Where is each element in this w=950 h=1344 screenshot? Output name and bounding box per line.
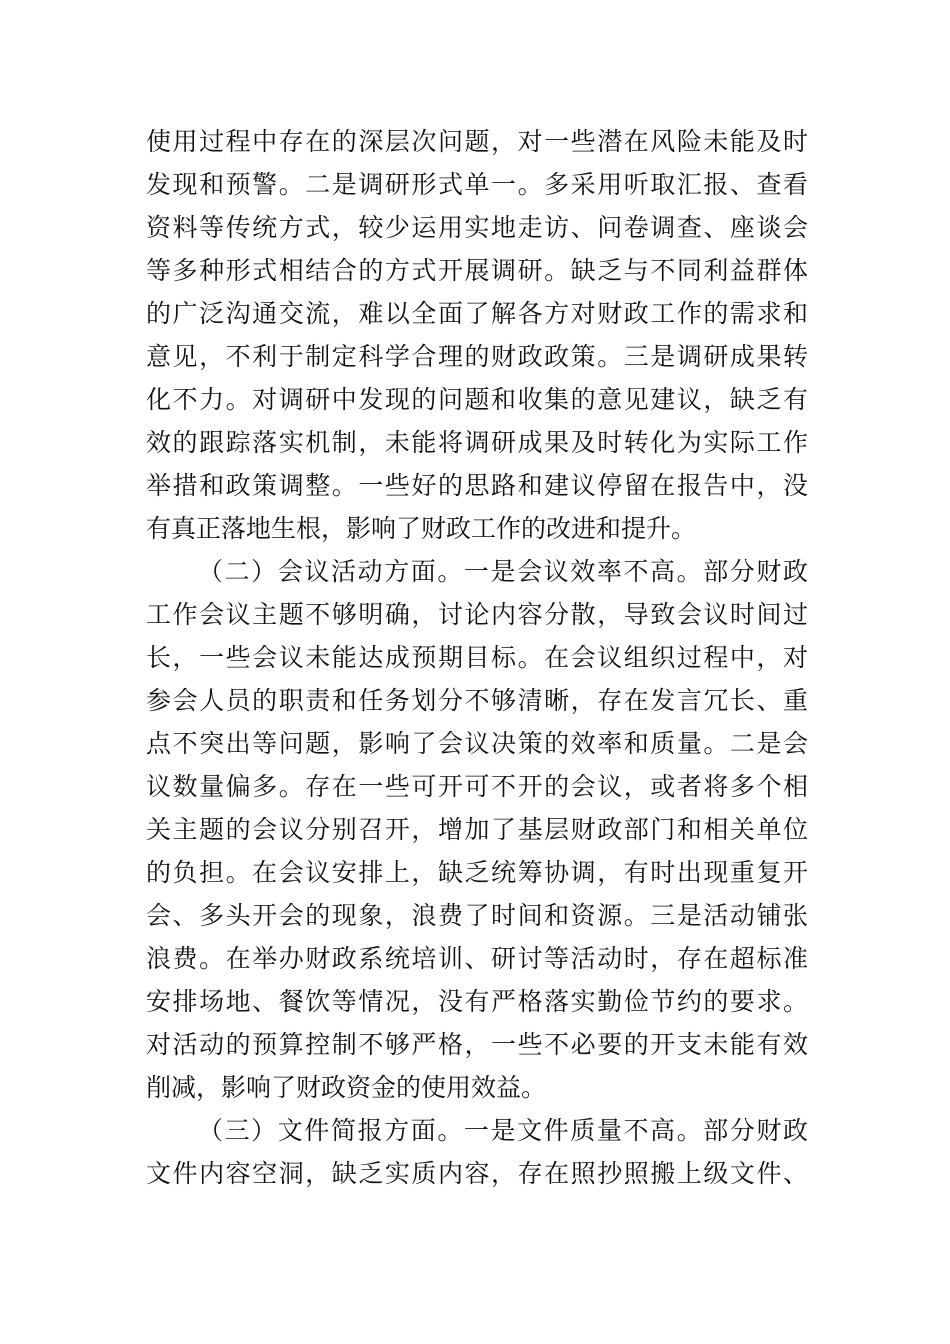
text-line: 关主题的会议分别召开，增加了基层财政部门和相关单位	[146, 815, 808, 844]
text-line: 文件内容空洞，缺乏实质内容，存在照抄照搬上级文件、	[146, 1159, 808, 1188]
text-line: 意见，不利于制定科学合理的财政政策。三是调研成果转	[146, 342, 808, 371]
text-line: 工作会议主题不够明确，讨论内容分散，导致会议时间过	[146, 600, 808, 629]
text-line: 对活动的预算控制不够严格，一些不必要的开支未能有效	[146, 1030, 808, 1059]
text-line: 资料等传统方式，较少运用实地走访、问卷调查、座谈会	[146, 213, 808, 242]
text-line: 会、多头开会的现象，浪费了时间和资源。三是活动铺张	[146, 901, 808, 930]
text-line: 等多种形式相结合的方式开展调研。缺乏与不同利益群体	[146, 256, 808, 285]
text-line: 长，一些会议未能达成预期目标。在会议组织过程中，对	[146, 643, 808, 672]
text-line: 效的跟踪落实机制，未能将调研成果及时转化为实际工作	[146, 428, 808, 457]
text-line: 点不突出等问题，影响了会议决策的效率和质量。二是会	[146, 729, 808, 758]
text-line: 有真正落地生根，影响了财政工作的改进和提升。	[146, 514, 697, 543]
text-line: 发现和预警。二是调研形式单一。多采用听取汇报、查看	[146, 170, 808, 199]
text-line: 举措和政策调整。一些好的思路和建议停留在报告中，没	[146, 471, 808, 500]
text-line: 的负担。在会议安排上，缺乏统筹协调，有时出现重复开	[146, 858, 808, 887]
text-line: 的广泛沟通交流，难以全面了解各方对财政工作的需求和	[146, 299, 808, 328]
text-line: 削减，影响了财政资金的使用效益。	[146, 1073, 547, 1102]
text-line: 安排场地、餐饮等情况，没有严格落实勤俭节约的要求。	[146, 987, 808, 1016]
text-line: 使用过程中存在的深层次问题，对一些潜在风险未能及时	[146, 127, 808, 156]
text-line: 浪费。在举办财政系统培训、研讨等活动时，存在超标准	[146, 944, 808, 973]
section-heading-line: （二）会议活动方面。一是会议效率不高。部分财政	[198, 557, 808, 586]
section-heading-line: （三）文件简报方面。一是文件质量不高。部分财政	[198, 1116, 808, 1145]
body-text	[146, 120, 808, 1195]
text-line: 化不力。对调研中发现的问题和收集的意见建议，缺乏有	[146, 385, 808, 414]
text-line: 议数量偏多。存在一些可开可不开的会议，或者将多个相	[146, 772, 808, 801]
text-line: 参会人员的职责和任务划分不够清晰，存在发言冗长、重	[146, 686, 808, 715]
